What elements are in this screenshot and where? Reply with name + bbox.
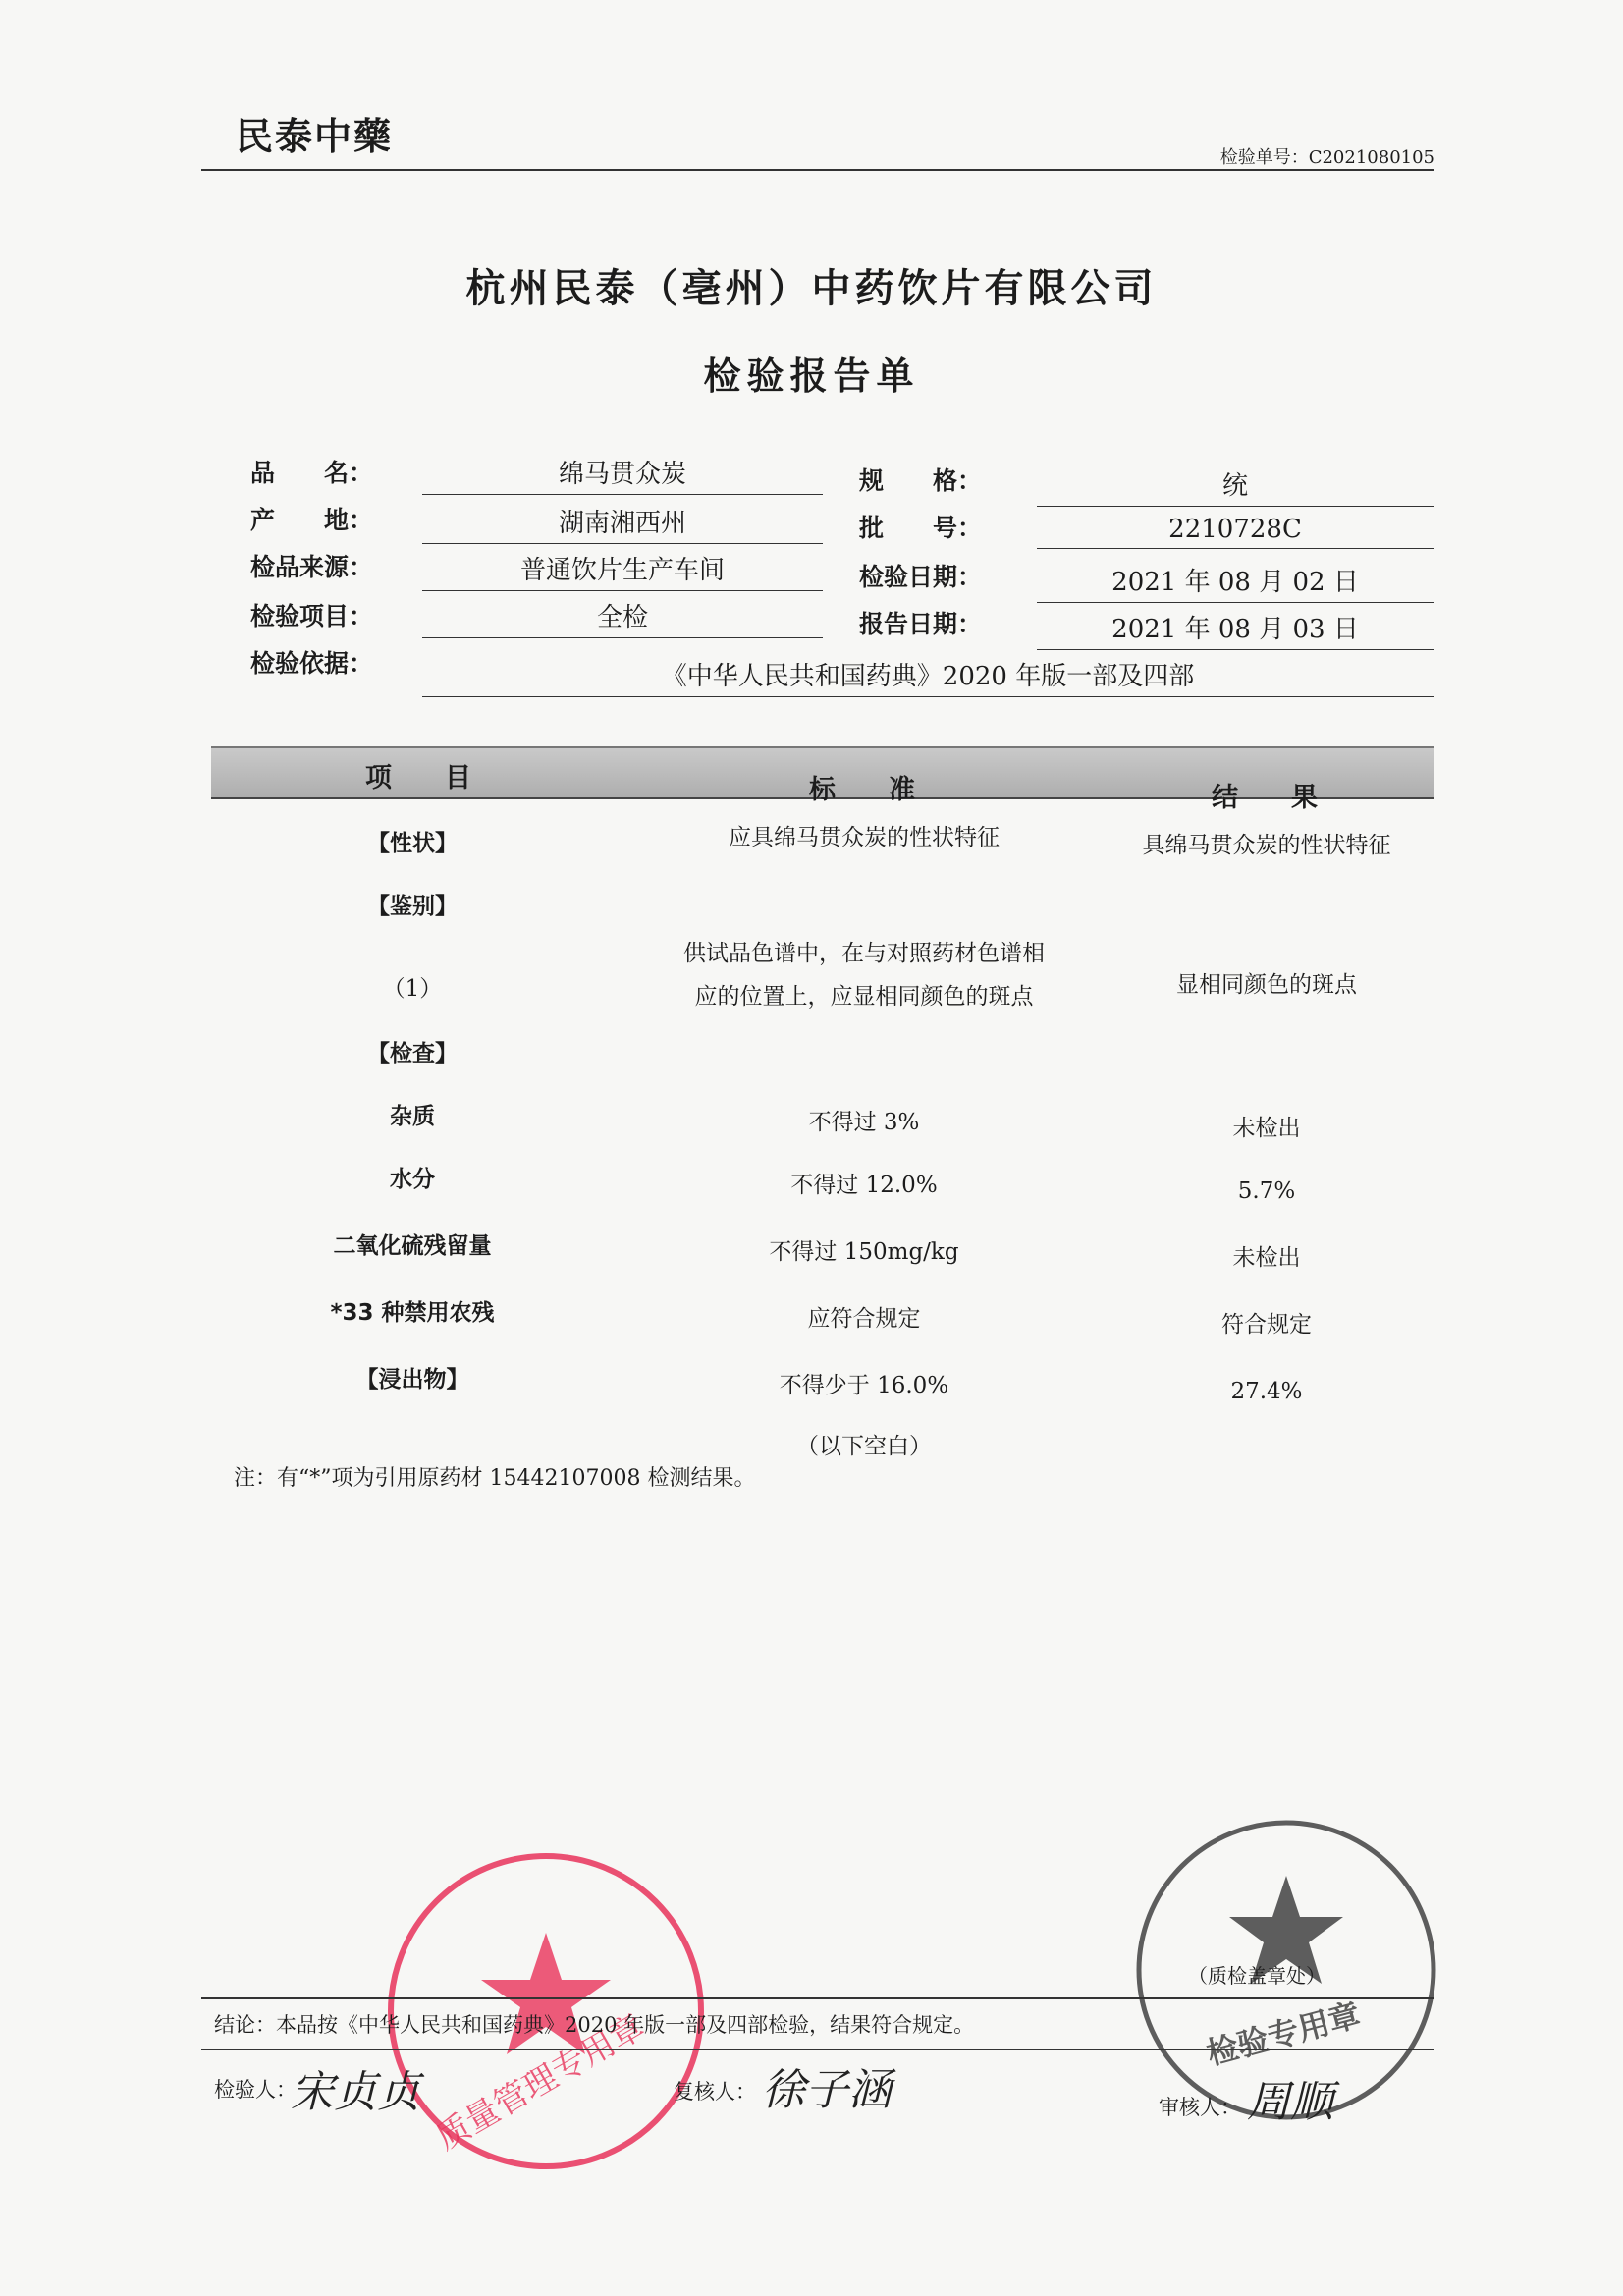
report-number: 检验单号：C2021080105 xyxy=(1219,147,1434,168)
row-result: 未检出 xyxy=(1232,1245,1301,1271)
row-item: 二氧化硫残留量 xyxy=(333,1233,492,1259)
row-item: 水分 xyxy=(390,1167,435,1192)
row-result: 未检出 xyxy=(1232,1116,1301,1141)
reviewer-label: 复核人： xyxy=(674,2080,756,2104)
inspector-label: 检验人： xyxy=(214,2078,297,2102)
spec-label: 规 格： xyxy=(859,466,983,495)
svg-text:质量管理专用章: 质量管理专用章 xyxy=(429,2006,652,2159)
report-date-value: 2021 年 08 月 03 日 xyxy=(1037,609,1434,650)
row-standard: 应具绵马贯众炭的性状特征 xyxy=(729,825,1000,850)
row-item: 杂质 xyxy=(390,1104,435,1129)
test-date-value: 2021 年 08 月 02 日 xyxy=(1037,562,1434,603)
source-value: 普通饮片生产车间 xyxy=(422,550,823,591)
header-result: 结 果 xyxy=(1212,783,1318,813)
row-item: 【浸出物】 xyxy=(355,1367,469,1393)
company-name: 杭州民泰（亳州）中药饮片有限公司 xyxy=(465,266,1158,311)
blank-note: （以下空白） xyxy=(796,1434,932,1459)
origin-label: 产 地： xyxy=(250,506,374,534)
row-result: 5.7% xyxy=(1237,1178,1296,1204)
logo-text: 民泰中藥 xyxy=(236,114,394,158)
approver-signature: 周顺 xyxy=(1247,2077,1333,2127)
source-label: 检品来源： xyxy=(250,553,374,581)
origin-value: 湖南湘西州 xyxy=(422,503,823,544)
basis-label: 检验依据： xyxy=(250,649,374,678)
row-result: 具绵马贯众炭的性状特征 xyxy=(1142,833,1391,858)
row-standard: 不得少于 16.0% xyxy=(779,1373,949,1398)
row-item: 【鉴别】 xyxy=(367,894,458,919)
batch-label: 批 号： xyxy=(859,514,983,542)
report-date-label: 报告日期： xyxy=(859,610,983,638)
product-name-label: 品 名： xyxy=(250,459,374,487)
approver-label: 审核人： xyxy=(1159,2096,1241,2119)
product-name-value: 绵马贯众炭 xyxy=(422,454,823,495)
batch-value: 2210728C xyxy=(1037,515,1434,549)
svg-text:检验专用章: 检验专用章 xyxy=(1202,1995,1365,2073)
company-logo xyxy=(236,106,393,160)
row-standard-line2: 应的位置上，应显相同颜色的斑点 xyxy=(694,984,1034,1010)
row-standard: 不得过 12.0% xyxy=(790,1173,938,1198)
conclusion-top-rule xyxy=(201,1997,1434,1999)
footnote: 注：有“*”项为引用原药材 15442107008 检测结果。 xyxy=(234,1466,756,1491)
row-standard: 不得过 3% xyxy=(808,1110,920,1135)
header-standard: 标 准 xyxy=(809,775,915,805)
inspector-signature: 宋贞贞 xyxy=(291,2067,420,2117)
reviewer-signature: 徐子涵 xyxy=(762,2065,892,2115)
row-item: 【检查】 xyxy=(367,1041,458,1066)
item-label: 检验项目： xyxy=(250,602,374,630)
row-standard-line1: 供试品色谱中，在与对照药材色谱相 xyxy=(683,941,1045,966)
conclusion-bottom-rule xyxy=(201,2049,1434,2050)
report-title: 检验报告单 xyxy=(703,355,920,398)
row-item: *33 种禁用农残 xyxy=(330,1300,495,1326)
row-item: 【性状】 xyxy=(367,831,458,856)
row-result: 显相同颜色的斑点 xyxy=(1176,972,1357,998)
conclusion-text: 结论：本品按《中华人民共和国药典》2020 年版一部及四部检验，结果符合规定。 xyxy=(214,2013,975,2037)
item-value: 全检 xyxy=(422,597,823,638)
row-standard: 不得过 150mg/kg xyxy=(769,1239,959,1265)
row-result: 符合规定 xyxy=(1221,1312,1312,1338)
test-date-label: 检验日期： xyxy=(859,563,983,591)
basis-value: 《中华人民共和国药典》2020 年版一部及四部 xyxy=(422,656,1434,697)
row-item: （1） xyxy=(382,976,443,1002)
row-standard: 应符合规定 xyxy=(807,1306,921,1332)
header-item: 项 目 xyxy=(365,763,471,793)
spec-value: 统 xyxy=(1037,465,1434,507)
header-divider xyxy=(201,169,1434,171)
stamp-placeholder-label: （质检盖章处） xyxy=(1188,1964,1325,1988)
row-result: 27.4% xyxy=(1230,1379,1303,1404)
